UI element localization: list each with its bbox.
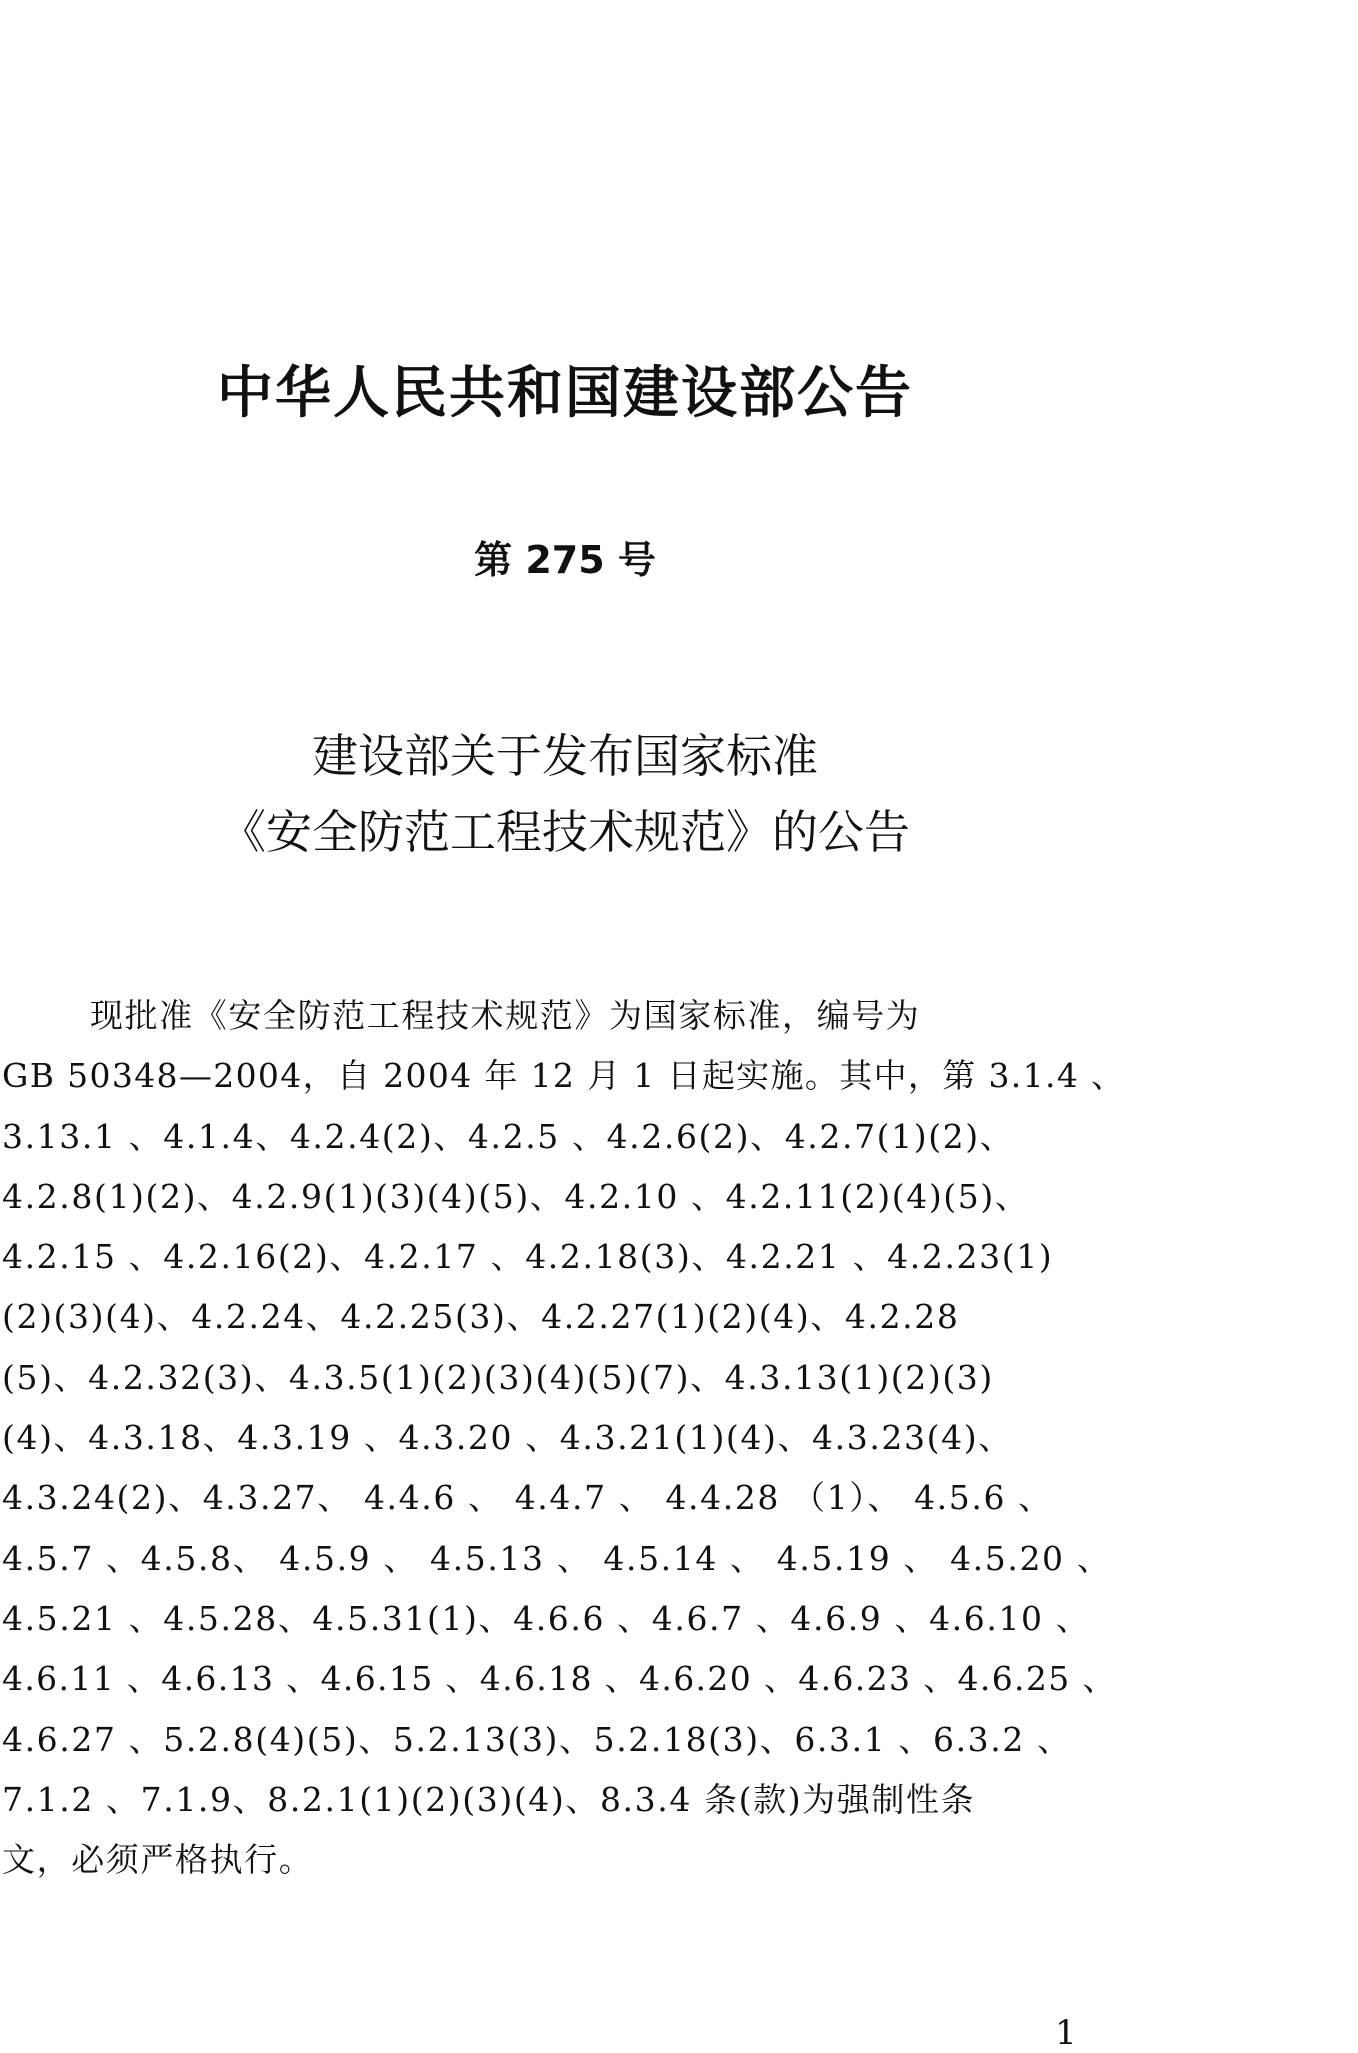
- body-line: 4.2.8(1)(2)、4.2.9(1)(3)(4)(5)、4.2.10 、4.2.11(2)(4)(5)、: [2, 1176, 1030, 1216]
- notice-heading-line: 建设部关于发布国家标准: [312, 729, 818, 783]
- body-line: 文，必须严格执行。: [2, 1840, 314, 1880]
- body-line: (4)、4.3.18、4.3.19 、4.3.20 、4.3.21(1)(4)、4.3.23(4)、: [2, 1418, 1013, 1458]
- notice-body: [2, 986, 1128, 1890]
- notice-heading: [0, 718, 1130, 870]
- body-line: 4.6.27 、5.2.8(4)(5)、5.2.13(3)、5.2.18(3)、6.3.1 、6.3.2 、: [2, 1719, 1072, 1759]
- body-line: (5)、4.2.32(3)、4.3.5(1)(2)(3)(4)(5)(7)、4.3.13(1)(2)(3): [2, 1357, 994, 1397]
- body-line: 4.2.15 、4.2.16(2)、4.2.17 、4.2.18(3)、4.2.21 、4.2.23(1): [2, 1237, 1054, 1277]
- body-line: 4.5.21 、4.5.28、4.5.31(1)、4.6.6 、4.6.7 、4.6.9 、4.6.10 、: [2, 1598, 1091, 1638]
- body-line: 4.6.11 、4.6.13 、4.6.15 、4.6.18 、4.6.20 、4.6.23 、4.6.25 、: [2, 1659, 1117, 1699]
- notice-heading-line: 《安全防范工程技术规范》的公告: [220, 805, 910, 859]
- body-line: 7.1.2 、7.1.9、8.2.1(1)(2)(3)(4)、8.3.4 条(款)为强制性条: [2, 1779, 976, 1819]
- body-line: 4.3.24(2)、4.3.27、 4.4.6 、 4.4.7 、 4.4.28 （1）、 4.5.6 、: [2, 1478, 1053, 1518]
- body-line: (2)(3)(4)、4.2.24、4.2.25(3)、4.2.27(1)(2)(4)、4.2.28: [2, 1297, 960, 1337]
- body-line: 现批准《安全防范工程技术规范》为国家标准，编号为: [90, 996, 921, 1035]
- gazette-number: 第 275 号: [474, 538, 656, 582]
- body-line: 3.13.1 、4.1.4、4.2.4(2)、4.2.5 、4.2.6(2)、4.2.7(1)(2)、: [2, 1116, 1015, 1156]
- body-line: GB 50348—2004，自 2004 年 12 月 1 日起实施。其中，第 3.1.4 、: [2, 1056, 1126, 1096]
- gazette-title: 中华人民共和国建设部公告: [217, 361, 913, 426]
- page-number: 1: [1055, 2013, 1077, 2053]
- body-line: 4.5.7 、4.5.8、 4.5.9 、 4.5.13 、 4.5.14 、 4.5.19 、 4.5.20 、: [2, 1538, 1112, 1578]
